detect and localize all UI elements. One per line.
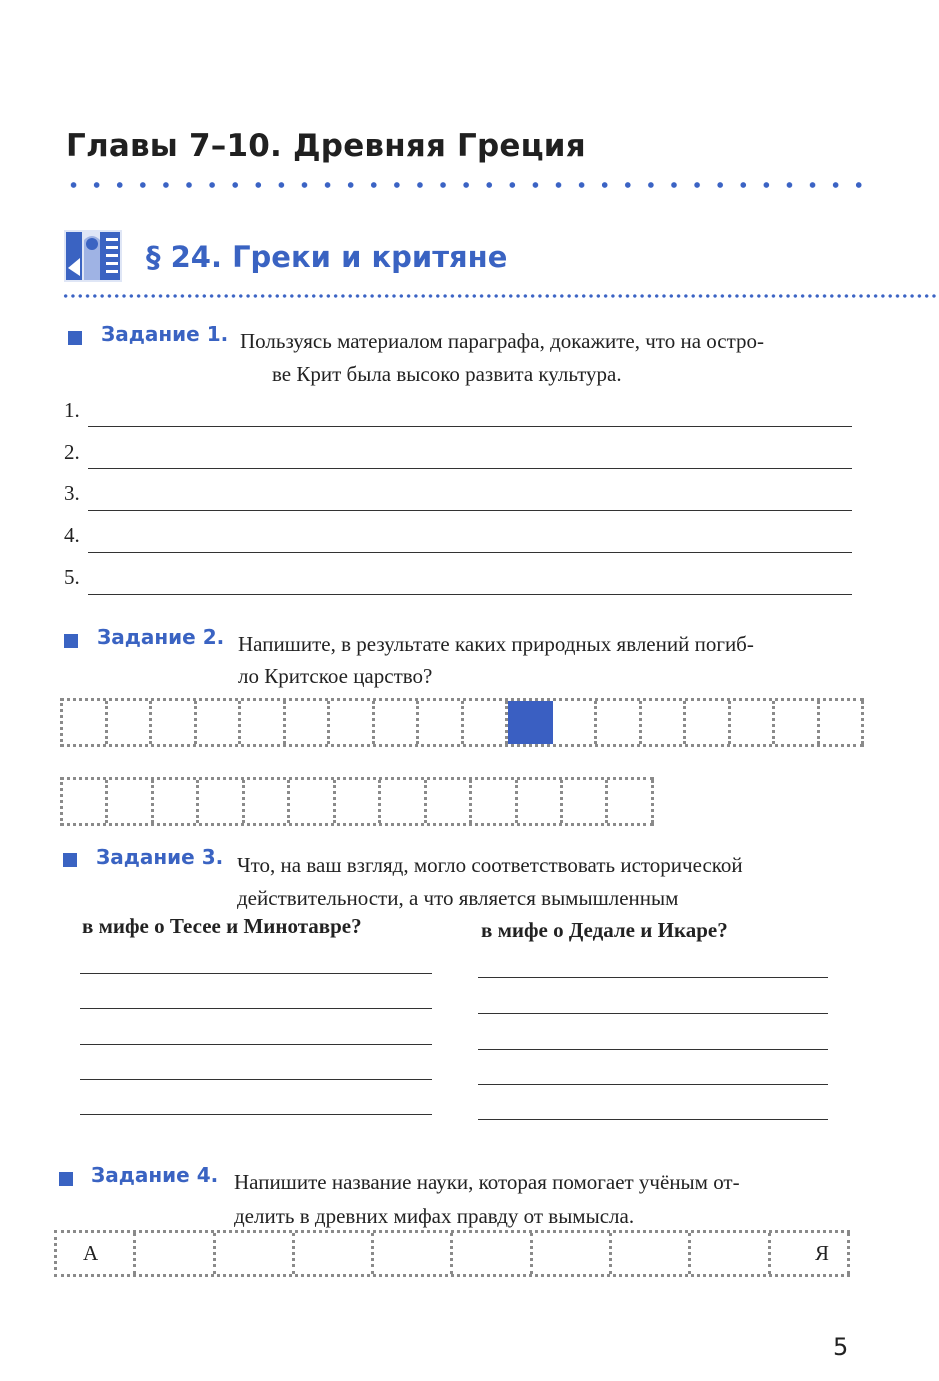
chapter-title: Главы 7–10. Древняя Греция — [66, 128, 586, 164]
grid-cell[interactable] — [597, 701, 642, 744]
grid-cell[interactable] — [686, 701, 731, 744]
task-4-text-line1: Напишите название науки, которая помогает учёным от- — [234, 1170, 740, 1194]
task-3-text-line2: действительности, а что является вымышленным — [237, 886, 679, 910]
answer-2-number: 2. — [64, 440, 80, 464]
answer-2-line[interactable] — [88, 468, 852, 469]
task-2-label: Задание 2. — [97, 625, 225, 649]
grid-cell[interactable] — [154, 780, 199, 823]
grid-cell-first-letter[interactable]: А — [57, 1233, 136, 1274]
column-left-heading: в мифе о Тесее и Минотавре? — [82, 914, 362, 938]
grid-cell[interactable] — [691, 1233, 770, 1274]
grid-cell[interactable] — [375, 701, 420, 744]
grid-cell[interactable] — [563, 780, 608, 823]
grid-cell[interactable] — [553, 701, 598, 744]
column-right-heading: в мифе о Дедале и Икаре? — [481, 918, 728, 942]
grid-cell[interactable] — [295, 1233, 374, 1274]
answer-3-number: 3. — [64, 481, 80, 505]
grid-cell[interactable] — [381, 780, 426, 823]
task-2-text-line1: Напишите, в результате каких природных явлений погиб- — [238, 632, 754, 656]
grid-cell[interactable] — [419, 701, 464, 744]
grid-cell[interactable] — [775, 701, 820, 744]
right-answer-line[interactable] — [478, 1084, 828, 1085]
task-3-marker — [63, 853, 77, 867]
section-title: § 24. Греки и критяне — [146, 240, 508, 274]
grid-cell[interactable] — [464, 701, 509, 744]
right-answer-line[interactable] — [478, 1049, 828, 1050]
grid-cell[interactable] — [608, 780, 653, 823]
grid-cell[interactable] — [518, 780, 563, 823]
grid-cell[interactable] — [63, 780, 108, 823]
task-1-text-line1: Пользуясь материалом параграфа, докажите, что на остро- — [240, 329, 765, 353]
grid-cell[interactable] — [453, 1233, 532, 1274]
grid-cell[interactable] — [731, 701, 776, 744]
left-answer-line[interactable] — [80, 1079, 432, 1080]
grid-cell[interactable] — [427, 780, 472, 823]
task-4-marker — [59, 1172, 73, 1186]
right-answer-line[interactable] — [478, 1119, 828, 1120]
right-answer-line[interactable] — [478, 1013, 828, 1014]
left-answer-line[interactable] — [80, 973, 432, 974]
left-answer-line[interactable] — [80, 1114, 432, 1115]
left-answer-line[interactable] — [80, 1044, 432, 1045]
answer-grid-row-2[interactable] — [60, 777, 654, 826]
right-answer-line[interactable] — [478, 977, 828, 978]
grid-cell[interactable] — [108, 780, 153, 823]
grid-cell[interactable] — [286, 701, 331, 744]
grid-cell[interactable] — [533, 1233, 612, 1274]
task-1-label: Задание 1. — [101, 322, 229, 346]
answer-1-line[interactable] — [88, 426, 852, 427]
page-number: 5 — [833, 1333, 849, 1361]
answer-5-line[interactable] — [88, 594, 852, 595]
task-2-marker — [64, 634, 78, 648]
answer-5-number: 5. — [64, 565, 80, 589]
grid-cell[interactable] — [612, 1233, 691, 1274]
grid-cell[interactable] — [241, 701, 286, 744]
grid-cell[interactable] — [374, 1233, 453, 1274]
grid-cell[interactable] — [197, 701, 242, 744]
grid-cell[interactable] — [472, 780, 517, 823]
task-1-text-line2: ве Крит была высоко развита культура. — [272, 362, 622, 386]
grid-cell[interactable] — [63, 701, 108, 744]
task-3-text-line1: Что, на ваш взгляд, могло соответствовать исторической — [237, 853, 743, 877]
answer-4-number: 4. — [64, 523, 80, 547]
answer-4-line[interactable] — [88, 552, 852, 553]
task-2-text-line2: ло Критское царство? — [238, 664, 433, 688]
grid-cell-last-letter[interactable]: Я — [771, 1233, 850, 1274]
grid-cell[interactable] — [820, 701, 865, 744]
task-3-label: Задание 3. — [96, 845, 224, 869]
grid-cell[interactable] — [199, 780, 244, 823]
section-illustration-icon — [62, 228, 124, 284]
grid-cell[interactable] — [216, 1233, 295, 1274]
grid-cell[interactable] — [330, 701, 375, 744]
left-answer-line[interactable] — [80, 1008, 432, 1009]
section-divider — [62, 292, 939, 300]
task-4-label: Задание 4. — [91, 1163, 219, 1187]
task-4-text-line2: делить в древних мифах правду от вымысла. — [234, 1204, 635, 1228]
task-1-marker — [68, 331, 82, 345]
grid-cell[interactable] — [136, 1233, 215, 1274]
grid-cell[interactable] — [290, 780, 335, 823]
grid-cell[interactable] — [108, 701, 153, 744]
word-answer-grid[interactable] — [54, 1230, 850, 1277]
grid-cell[interactable] — [642, 701, 687, 744]
grid-cell[interactable] — [152, 701, 197, 744]
answer-grid-row-1[interactable] — [60, 698, 864, 747]
chapter-divider — [62, 180, 870, 190]
grid-cell[interactable] — [336, 780, 381, 823]
answer-1-number: 1. — [64, 398, 80, 422]
answer-3-line[interactable] — [88, 510, 852, 511]
grid-cell-filled[interactable] — [508, 701, 553, 744]
grid-cell[interactable] — [245, 780, 290, 823]
